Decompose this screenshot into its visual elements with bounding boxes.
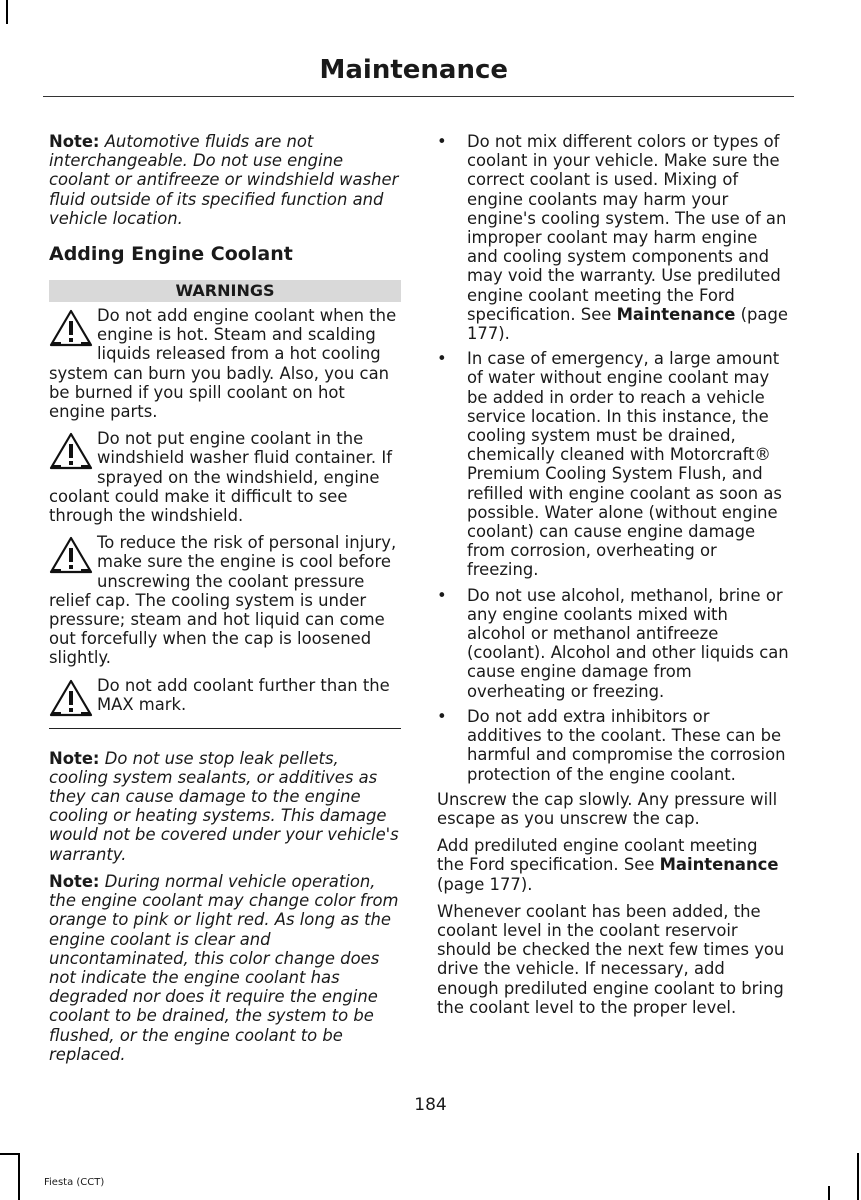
cross-reference[interactable] — [660, 855, 779, 874]
footer-label: Fiesta (CCT) — [44, 1177, 105, 1188]
list-item — [437, 586, 789, 701]
bullet-text: Do not mix different colors or types of coolant in your vehicle. Make sure the correct coolant is used. Mixing of engine coolants may harm your engine's cooling system. The use of an improper coolant may harm engine and cooling system components and may void the warranty. Use prediluted engine coolant meeting the Ford specification. See — [467, 132, 787, 324]
warning-item — [49, 676, 401, 720]
warning-triangle-icon — [49, 432, 93, 472]
bullet-text: Do not add extra inhibitors or additives to the coolant. These can be harmful and compromise the corrosion protection of the engine coolant. — [467, 706, 786, 784]
bullet-marker: • — [437, 706, 447, 726]
warnings-header: WARNINGS — [49, 280, 401, 302]
warnings-end-rule — [49, 728, 401, 729]
page-number: 184 — [414, 1095, 447, 1115]
list-item — [437, 349, 789, 579]
warning-text: Do not add engine coolant when the engine is hot. Steam and scalding liquids released from a hot cooling system can burn you badly. Also, you can be burned if you spill coolant on hot engine parts. — [49, 306, 397, 422]
warning-triangle-icon — [49, 536, 93, 576]
bullet-text: In case of emergency, a large amount of water without engine coolant may be added in order to reach a vehicle service location. In this instance, the cooling system must be drained, chemically cleaned with Motorcraft® Premium Cooling System Flush, and refilled with engine coolant as soon as possible. Water alone (without engine coolant) can cause engine damage from corrosion, overheating or freezing. — [467, 349, 782, 580]
note-fluids — [49, 132, 401, 228]
crop-mark-right-edge — [857, 1153, 859, 1200]
bullet-list — [437, 132, 789, 784]
left-column — [49, 132, 401, 1072]
warning-triangle-icon — [49, 309, 93, 349]
section-title: Adding Engine Coolant — [49, 243, 293, 266]
note-label: Note: — [49, 132, 100, 151]
paragraph-add-coolant — [437, 836, 789, 894]
crop-mark-bottom-right — [828, 1186, 830, 1200]
warning-item — [49, 533, 401, 667]
list-item — [437, 132, 789, 343]
note-label: Note: — [49, 871, 100, 891]
paragraph-check-level: Whenever coolant has been added, the coolant level in the coolant reservoir should be checked the next few times you drive the vehicle. If necessary, add enough prediluted engine coolant to bring the coolant level to the proper level. — [437, 901, 785, 1017]
bullet-text: Do not use alcohol, methanol, brine or any engine coolants mixed with alcohol or methanol antifreeze (coolant). Alcohol and other liquids can cause engine damage from overheating or freezing. — [467, 585, 789, 701]
note-label: Note: — [49, 748, 100, 768]
warning-text: Do not add coolant further than the MAX mark. — [97, 675, 390, 714]
header-rule — [43, 96, 794, 97]
warning-item — [49, 429, 401, 525]
paragraph-text-after: (page 177). — [437, 874, 533, 894]
paragraph-unscrew-cap: Unscrew the cap slowly. Any pressure will escape as you unscrew the cap. — [437, 789, 778, 828]
crop-mark-bottom-left-vertical — [18, 1153, 20, 1200]
crop-mark-bottom-left — [0, 1153, 18, 1155]
paragraph-text: Add prediluted engine coolant meeting the Ford specification. See — [437, 836, 758, 875]
right-column — [437, 132, 789, 1025]
note-color-change — [49, 872, 401, 1064]
warning-text: Do not put engine coolant in the windshield washer fluid container. If sprayed on the windshield, engine coolant could make it difficult to see through the windshield. — [49, 429, 392, 526]
note-stop-leak — [49, 749, 401, 864]
list-item — [437, 707, 789, 784]
note-text: During normal vehicle operation, the engine coolant may change color from orange to pink or light red. As long as the engine coolant is clear and uncontaminated, this color change does not indicate the engine coolant has degraded nor does it require the engine coolant to be drained, the system to be flushed, or the engine coolant to be replaced. — [49, 871, 399, 1064]
cross-reference-label[interactable]: Maintenance — [616, 304, 736, 324]
note-text: Automotive fluids are not interchangeable. Do not use engine coolant or antifreeze or windshield washer fluid outside of its specified function and vehicle location. — [49, 132, 399, 228]
warning-item — [49, 306, 401, 421]
page-header-title: Maintenance — [319, 55, 508, 85]
warning-triangle-icon — [49, 679, 93, 719]
bullet-marker: • — [437, 349, 447, 369]
bullet-marker: • — [437, 585, 447, 605]
bullet-marker: • — [437, 132, 447, 151]
cross-reference[interactable] — [617, 305, 736, 324]
bullet-text-after: (page 177). — [467, 304, 788, 344]
crop-mark-top-left — [6, 0, 8, 24]
warning-text: To reduce the risk of personal injury, make sure the engine is cool before unscrewing the coolant pressure relief cap. The cooling system is under pressure; steam and hot liquid can come out forcefully when the cap is loosened slightly. — [49, 533, 397, 668]
cross-reference-label[interactable]: Maintenance — [659, 855, 779, 875]
note-text: Do not use stop leak pellets, cooling system sealants, or additives as they can cause damage to the engine cooling or heating systems. This damage would not be covered under your vehicle's warranty. — [49, 748, 399, 864]
